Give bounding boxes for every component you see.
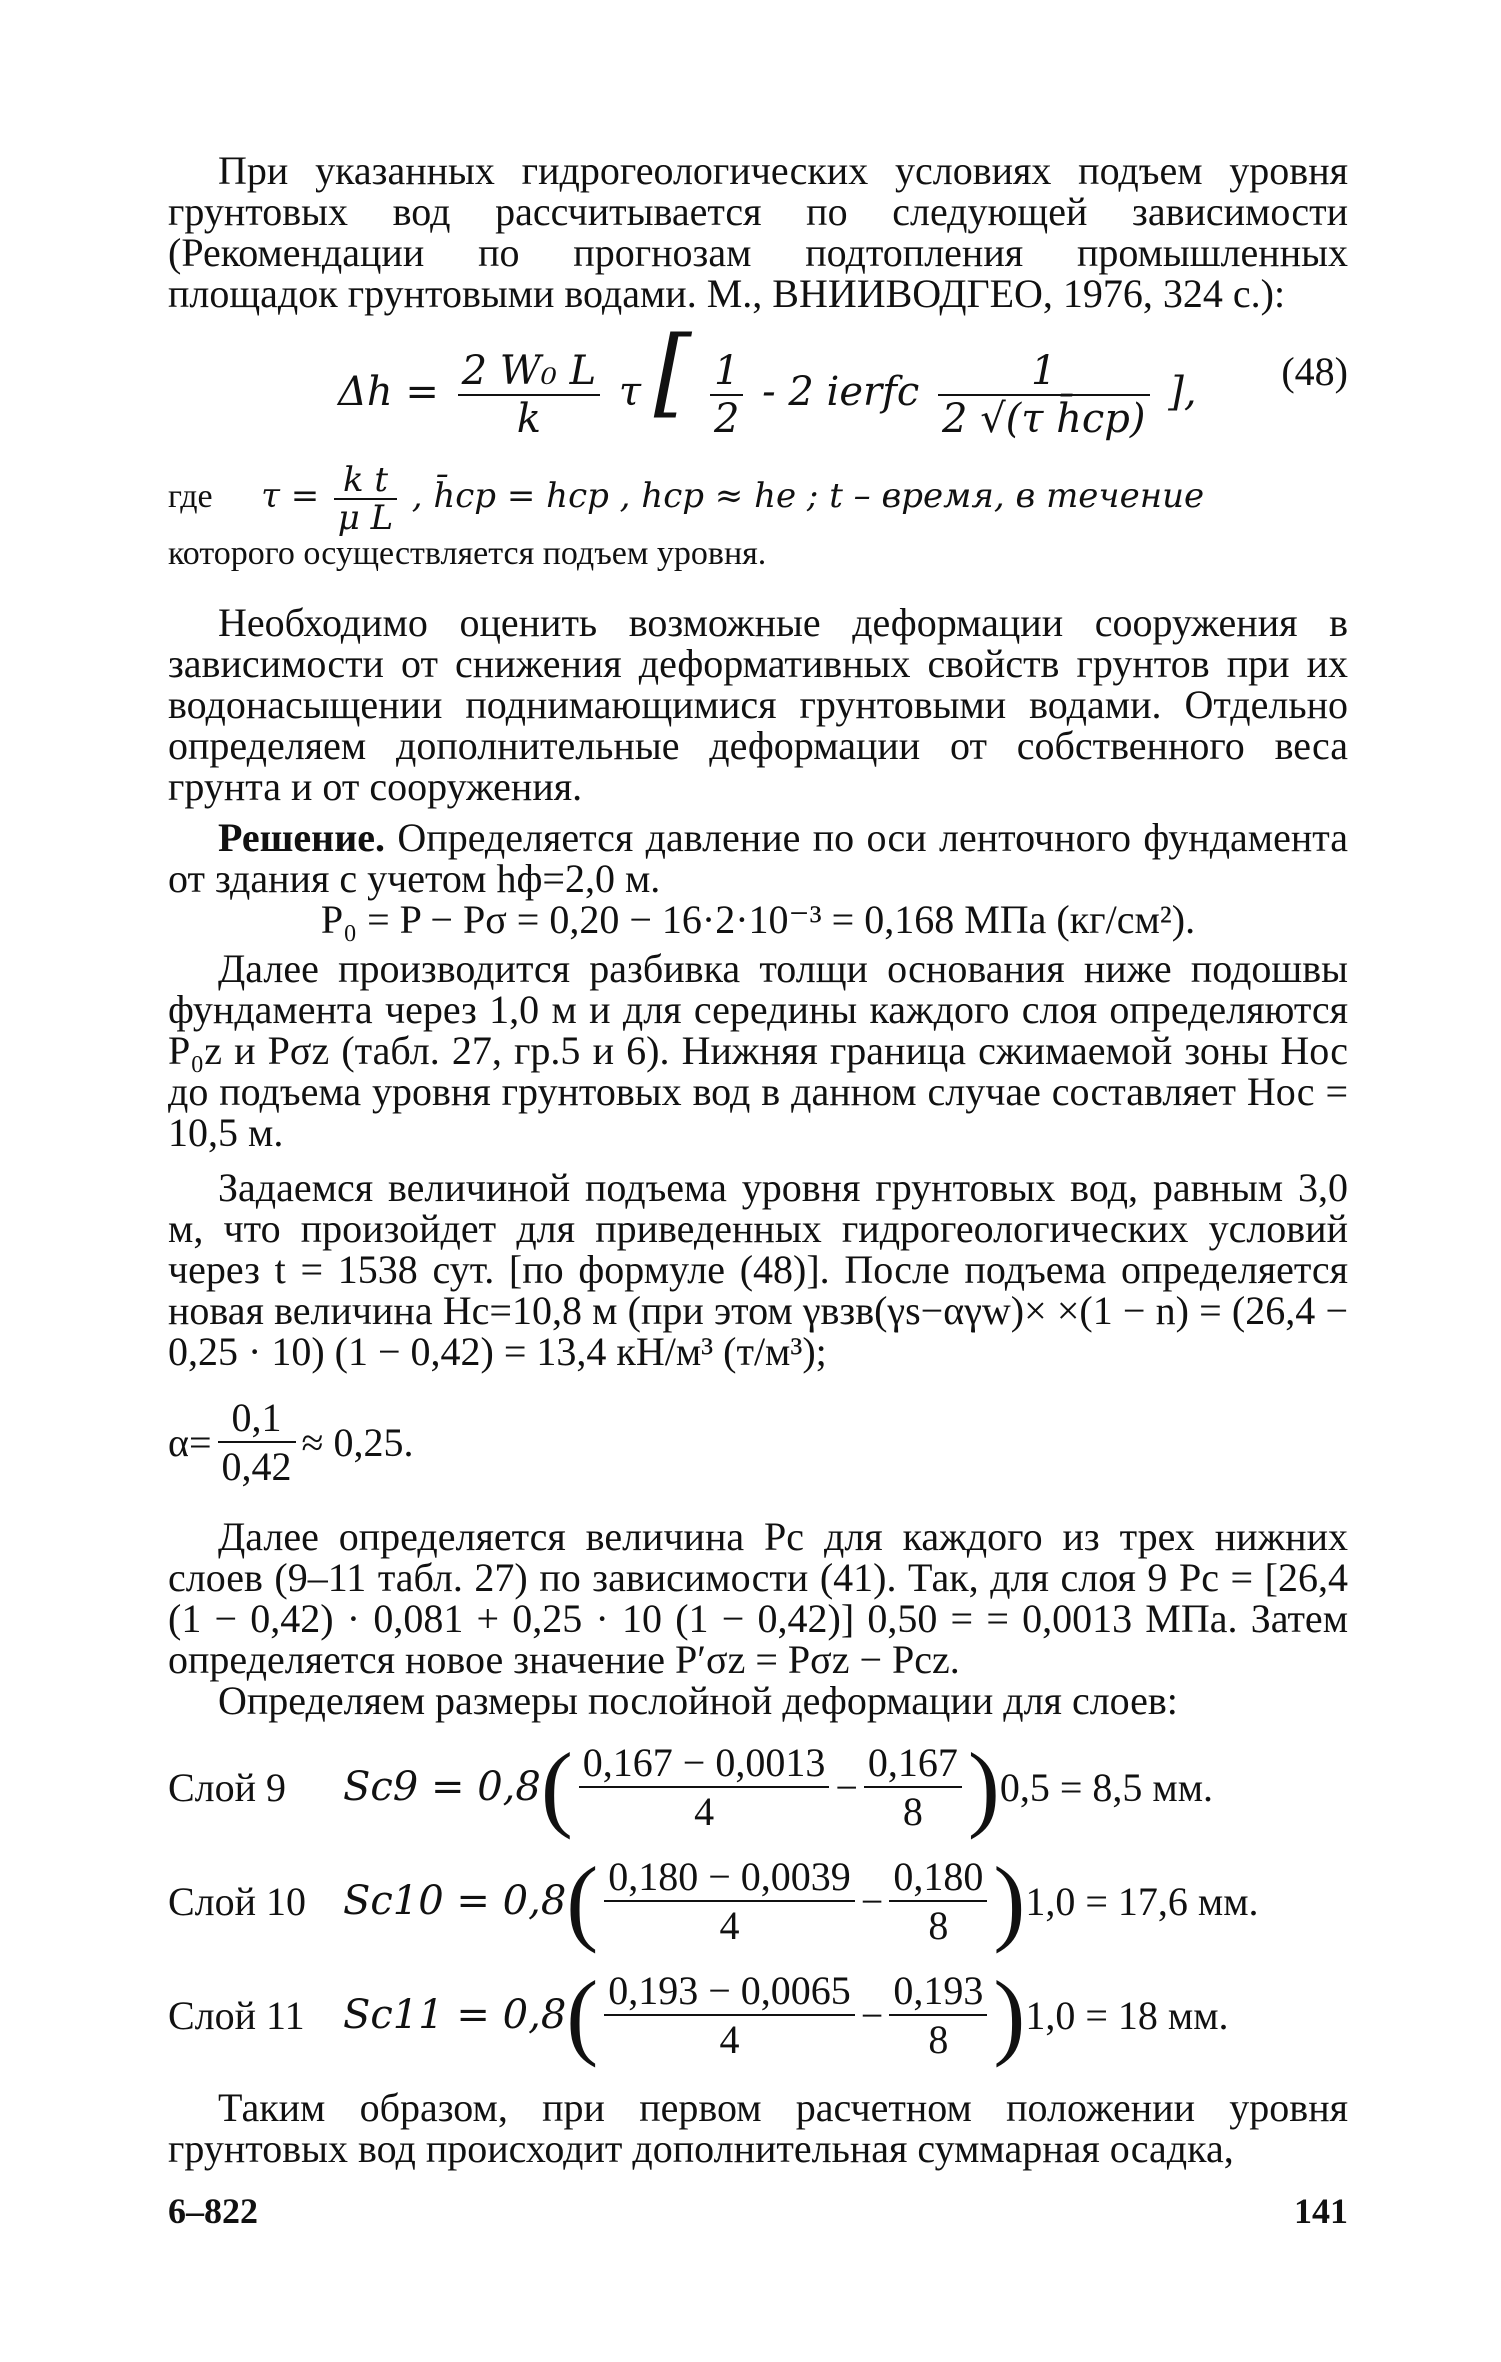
layer-9-den-1: 4 bbox=[694, 1789, 715, 1834]
layer-10-num-2: 0,180 bbox=[889, 1853, 987, 1902]
layer-11-frac-1 bbox=[604, 1967, 855, 2063]
where-line-1 bbox=[168, 462, 1348, 536]
paragraph-intro: При указанных гидрогеологических условиях подъем уровня грунтовых вод рассчитывается по следующей зависимости (Рекомендации по прогнозам подтопления промышленных площадок грунтовыми водами. М., ВНИИВОДГЕО, 1976, 324 с.): bbox=[168, 148, 1348, 316]
layer-11-den-2: 8 bbox=[928, 2017, 949, 2062]
paragraph-pc: Далее определяется величина Pс для каждого из трех нижних слоев (9–11 табл. 27) по зависимости (41). Так, для слоя 9 Pс = [26,4 (1 − 0,42) · 0,081 + 0,25 · 10 (1 − 0,42)] 0,50 = = 0,0013 МПа. Затем определяется новое значение P′σz = Pσz − Pсz. bbox=[168, 1514, 1348, 1682]
equation-number: (48) bbox=[1281, 349, 1348, 394]
pressure-equation: P₀ = P − Pσ = 0,20 − 16·2·10⁻³ = 0,168 МПа (кг/см²). bbox=[320, 897, 1196, 942]
layer-11-num-2: 0,193 bbox=[889, 1967, 987, 2016]
layer-9-den-2: 8 bbox=[902, 1789, 923, 1834]
eq48-root-num: 1 bbox=[938, 348, 1149, 396]
layer-9-s: Sс9 = 0,8 bbox=[343, 1764, 541, 1810]
paragraph-rise: Задаемся величиной подъема уровня грунтовых вод, равным 3,0 м, что произойдет для приведенных гидрогеологических условий через t = 1538 сут. [по формуле (48)]. После подъема определяется новая величина Hс=10,8 м (при этом γвзв(γs−αγw)× ×(1 − n) = (26,4 − 0,25 · 10) (1 − 0,42) = 13,4 кН/м³ (т/м³); bbox=[168, 1165, 1348, 1374]
layer-11-frac-2 bbox=[889, 1967, 987, 2063]
layer-9-open: ( bbox=[540, 1733, 573, 1840]
paragraph-conclusion: Таким образом, при первом расчетном положении уровня грунтовых вод происходит дополнительная суммарная осадка, bbox=[168, 2085, 1348, 2171]
layer-10-frac-2 bbox=[889, 1853, 987, 1949]
layer-9-num-1: 0,167 − 0,0013 bbox=[579, 1739, 830, 1788]
eq48-coef-num: 2 W₀ L bbox=[458, 348, 601, 396]
paragraph-solution bbox=[168, 817, 1348, 899]
layer-11-open: ( bbox=[566, 1961, 599, 2068]
layer-11-calc bbox=[168, 1961, 1348, 2068]
paragraph-layer-deformation: Определяем размеры послойной деформации для слоев: bbox=[218, 1678, 1178, 1723]
eq48-root-den: 2 √(τ h̄cp) bbox=[942, 396, 1146, 442]
layer-10-minus: − bbox=[860, 1878, 884, 1924]
equation-48-formula bbox=[338, 316, 1197, 442]
where-line-2: которого осуществляется подъем уровня. bbox=[168, 535, 767, 572]
eq48-tail: ], bbox=[1168, 369, 1197, 415]
paragraph-deformations: Необходимо оценить возможные деформации сооружения в зависимости от снижения деформативных свойств грунтов при их водонасыщении поднимающимися грунтовыми водами. Отдельно определяем дополнительные деформации от собственного веса грунта и от сооружения. bbox=[168, 600, 1348, 809]
where-rest: , h̄cp = hcp , hcp ≈ he ; t – время, в течение bbox=[411, 475, 1205, 516]
alpha-equation bbox=[168, 1394, 1348, 1490]
layer-11-s: Sс11 = 0,8 bbox=[343, 1992, 567, 2038]
layer-10-close: ) bbox=[993, 1847, 1026, 1954]
tau-def-frac bbox=[334, 462, 397, 536]
where-label: где bbox=[168, 477, 213, 515]
alpha-frac bbox=[218, 1394, 296, 1490]
layer-9-frac-1 bbox=[579, 1739, 830, 1835]
tau-def-den: μ L bbox=[337, 498, 394, 538]
layer-10-frac-1 bbox=[604, 1853, 855, 1949]
layer-9-frac-2 bbox=[864, 1739, 962, 1835]
alpha-rhs: ≈ 0,25. bbox=[301, 1419, 414, 1465]
solution-heading: Решение. bbox=[218, 815, 386, 860]
solution-text: Определяется давление по оси ленточного фундамента от здания с учетом hф=2,0 м. bbox=[168, 815, 1348, 901]
layer-11-tail: 1,0 = 18 мм. bbox=[1025, 1992, 1229, 2038]
layer-10-den-1: 4 bbox=[719, 1903, 740, 1948]
eq48-half-den: 2 bbox=[713, 396, 740, 442]
alpha-den: 0,42 bbox=[221, 1444, 292, 1489]
equation-48 bbox=[168, 316, 1348, 454]
layer-11-close: ) bbox=[993, 1961, 1026, 2068]
layer-9-tail: 0,5 = 8,5 мм. bbox=[999, 1764, 1214, 1810]
layer-10-s: Sс10 = 0,8 bbox=[343, 1878, 567, 1924]
paragraph-layers: Далее производится разбивка толщи основания ниже подошвы фундамента через 1,0 м и для середины каждого слоя определяются P₀z и Pσz (табл. 27, гр.5 и 6). Нижняя граница сжимаемой зоны Hос до подъема уровня грунтовых вод в данном случае составляет Hос = 10,5 м. bbox=[168, 946, 1348, 1155]
layer-11-den-1: 4 bbox=[719, 2017, 740, 2062]
layer-9-num-2: 0,167 bbox=[864, 1739, 962, 1788]
layer-10-calc bbox=[168, 1847, 1348, 1954]
alpha-lhs: α= bbox=[168, 1419, 212, 1465]
layer-10-tail: 1,0 = 17,6 мм. bbox=[1025, 1878, 1259, 1924]
page-number: 141 bbox=[1294, 2191, 1348, 2231]
layer-10-open: ( bbox=[566, 1847, 599, 1954]
page-body bbox=[168, 150, 1348, 2169]
layer-11-label: Слой 11 bbox=[168, 1992, 305, 2038]
layer-9-minus: − bbox=[835, 1764, 858, 1810]
tau-def-lhs: τ = bbox=[261, 475, 320, 516]
where-clause bbox=[168, 462, 1348, 572]
layer-10-label: Слой 10 bbox=[168, 1878, 307, 1924]
eq48-open-bracket: [ bbox=[653, 316, 692, 428]
tau-def-num: k t bbox=[334, 462, 397, 500]
eq48-ierfc: - 2 ierfc bbox=[762, 369, 920, 415]
layer-9-label: Слой 9 bbox=[168, 1764, 287, 1810]
eq48-root-frac bbox=[938, 348, 1149, 442]
eq48-tau: τ bbox=[618, 369, 642, 415]
eq48-lhs: Δh = bbox=[338, 369, 439, 415]
layer-11-num-1: 0,193 − 0,0065 bbox=[604, 1967, 855, 2016]
eq48-half-num: 1 bbox=[710, 348, 743, 396]
layer-11-minus: − bbox=[860, 1992, 884, 2038]
eq48-coef-frac bbox=[458, 348, 601, 442]
layer-9-calc bbox=[168, 1733, 1348, 1840]
eq48-coef-den: k bbox=[516, 396, 542, 442]
eq48-half-frac bbox=[710, 348, 743, 442]
alpha-num: 0,1 bbox=[218, 1394, 296, 1443]
signature-mark: 6–822 bbox=[168, 2191, 258, 2231]
layer-10-num-1: 0,180 − 0,0039 bbox=[604, 1853, 855, 1902]
layer-10-den-2: 8 bbox=[928, 1903, 949, 1948]
layer-9-close: ) bbox=[967, 1733, 1000, 1840]
